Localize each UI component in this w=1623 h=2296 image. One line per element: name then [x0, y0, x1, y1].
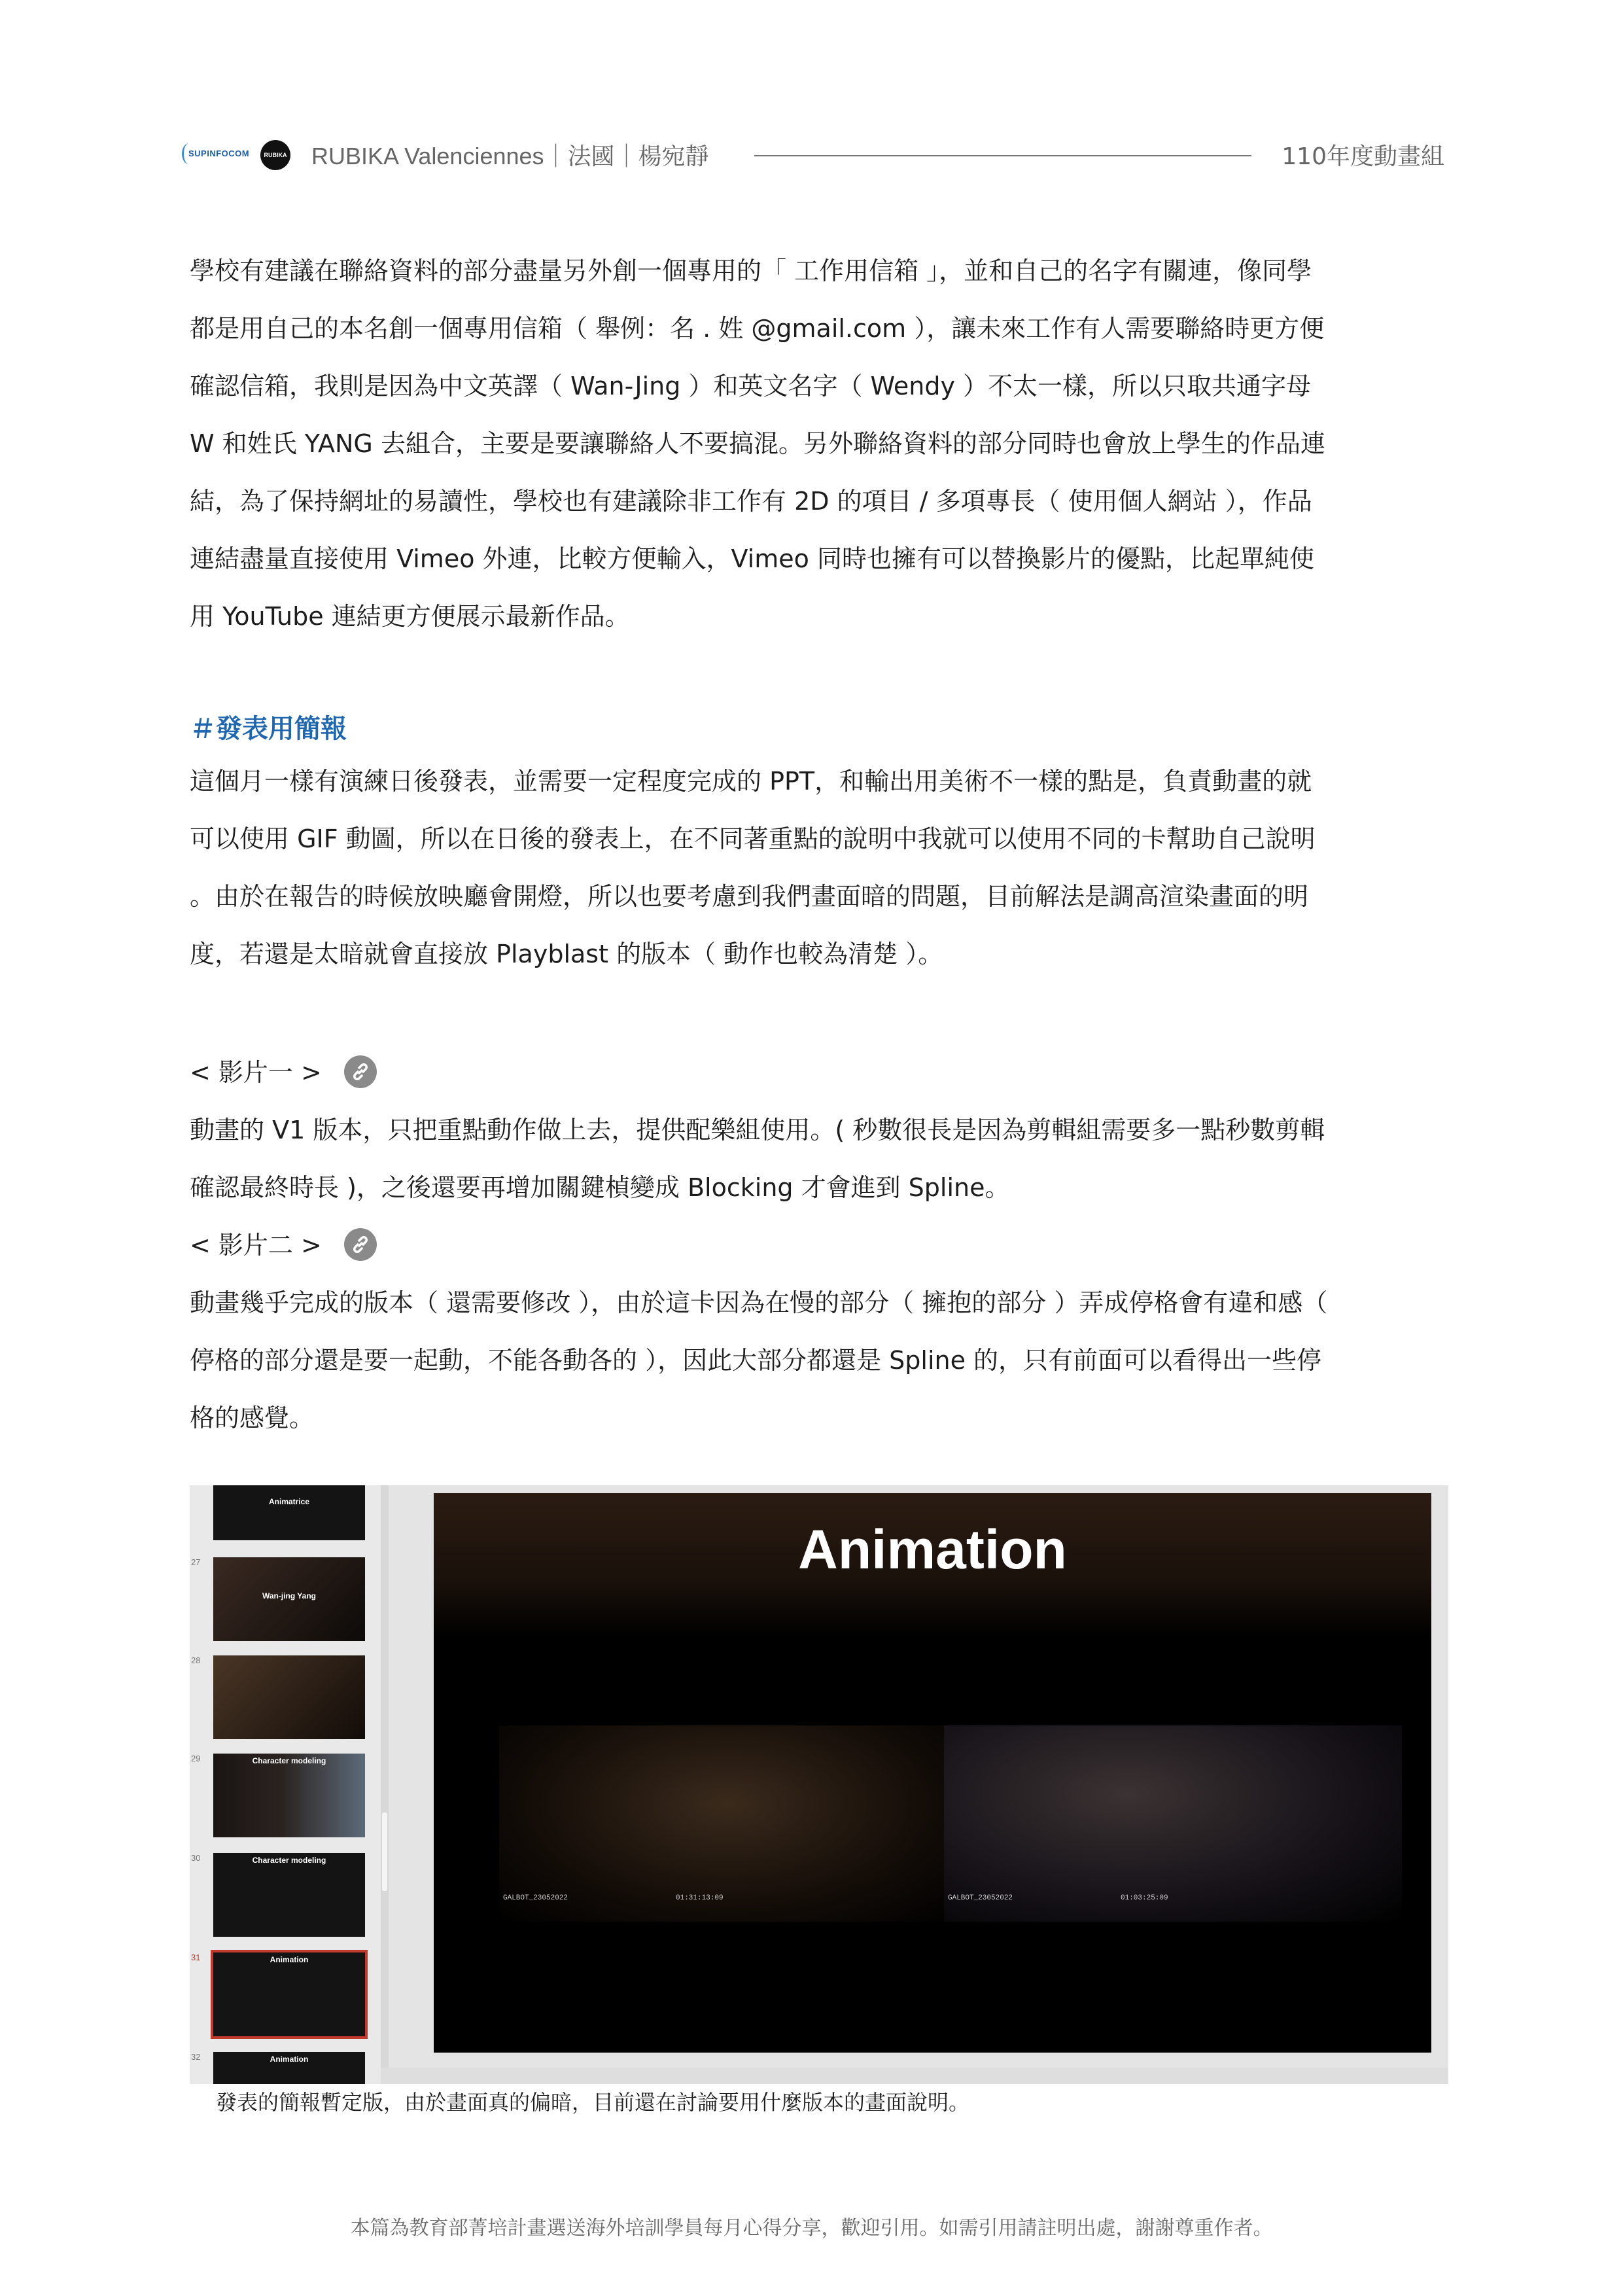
- header-divider: [754, 155, 1251, 156]
- supinfocom-logo: SUPINFOCOM: [188, 141, 257, 167]
- frame-id: GALBOT_23052022: [503, 1894, 568, 1902]
- text-line: 動畫幾乎完成的版本（ 還需要修改 ），由於這卡因為在慢的部分（ 擁抱的部分 ）弄成停格會有違和感（: [190, 1288, 1328, 1317]
- figure-caption: 發表的簡報暫定版，由於畫面真的偏暗，目前還在討論要用什麼版本的畫面說明。: [216, 2090, 970, 2115]
- header-category: 110年度動畫組: [1282, 143, 1444, 170]
- thumbnail-title: Character modeling: [252, 1756, 326, 1765]
- video-1-heading: [190, 1044, 377, 1101]
- page-header: [188, 134, 1444, 173]
- slide-thumbnail[interactable]: [213, 1655, 365, 1739]
- slide-thumbnail-active[interactable]: [213, 1952, 365, 2036]
- frame-timecode: 01:31:13:09: [676, 1894, 724, 1902]
- page-footer: 本篇為教育部菁培計畫選送海外培訓學員每月心得分享，歡迎引用。如需引用請註明出處，謝謝尊重作者。: [350, 2217, 1273, 2240]
- text-line: 這個月一樣有演練日後發表，並需要一定程度完成的 PPT，和輸出用美術不一樣的點是，負責動畫的就: [190, 767, 1312, 796]
- slide-thumbnail[interactable]: [213, 1853, 365, 1937]
- video-1-description: [190, 1101, 1446, 1216]
- slide-preview: [434, 1493, 1431, 2053]
- slide-number: 29: [191, 1754, 201, 1763]
- editor-bottom-bar: [381, 2068, 1448, 2084]
- video-2-label: < 影片二 >: [190, 1231, 322, 1260]
- link-icon-glyph: [350, 1234, 371, 1255]
- text-line: 可以使用 GIF 動圖，所以在日後的發表上，在不同著重點的說明中我就可以使用不同的卡幫助自己說明: [190, 824, 1316, 853]
- text-line: 都是用自己的本名創一個專用信箱（ 舉例：名 . 姓 @gmail.com ），讓未來工作有人需要聯絡時更方便: [190, 314, 1325, 343]
- text-line: 用 YouTube 連結更方便展示最新作品。: [190, 602, 630, 631]
- paragraph-email-advice: [190, 242, 1446, 645]
- frame-timecode: 01:03:25:09: [1121, 1894, 1168, 1902]
- frame-id: GALBOT_23052022: [948, 1894, 1013, 1902]
- thumbnail-scrollbar[interactable]: [381, 1485, 389, 2084]
- presentation-screenshot: [190, 1485, 1448, 2084]
- text-line: 連結盡量直接使用 Vimeo 外連，比較方便輸入，Vimeo 同時也擁有可以替換影片的優點，比起單純使: [190, 544, 1314, 573]
- scrollbar-thumb[interactable]: [382, 1812, 387, 1891]
- video-1-label: < 影片一 >: [190, 1058, 322, 1087]
- thumbnail-title: Animation: [270, 2055, 309, 2064]
- paragraph-presentation: [190, 752, 1446, 983]
- text-line: 結，為了保持網址的易讀性，學校也有建議除非工作有 2D 的項目 / 多項專長（ 使用個人網站 ），作品: [190, 487, 1312, 516]
- thumbnail-title: Animatrice: [268, 1497, 310, 1506]
- text-line: 確認信箱，我則是因為中文英譯（ Wan-Jing ）和英文名字（ Wendy ）不太一樣，所以只取共通字母: [190, 372, 1312, 400]
- text-line: W 和姓氏 YANG 去組合，主要是要讓聯絡人不要搞混。另外聯絡資料的部分同時也會放上學生的作品連: [190, 429, 1325, 458]
- animation-frame-left: [499, 1725, 957, 1922]
- slide-number: 27: [191, 1557, 201, 1567]
- video-2-description: [190, 1274, 1446, 1447]
- text-line: 動畫的 V1 版本，只把重點動作做上去，提供配樂組使用。( 秒數很長是因為剪輯組需要多一點秒數剪輯: [190, 1116, 1325, 1144]
- link-icon-glyph: [350, 1061, 371, 1082]
- slide-number: 30: [191, 1853, 201, 1863]
- slide-thumbnail-panel: [190, 1485, 381, 2084]
- slide-thumbnail[interactable]: [213, 1557, 365, 1641]
- slide-thumbnail[interactable]: [213, 1754, 365, 1837]
- slide-number: 28: [191, 1655, 201, 1665]
- text-line: 。由於在報告的時候放映廳會開燈，所以也要考慮到我們畫面暗的問題，目前解法是調高渲染畫面的明: [190, 882, 1309, 911]
- thumbnail-title: Wan-jing Yang: [262, 1591, 316, 1600]
- animation-frame-right: [944, 1725, 1402, 1922]
- header-title: RUBIKA Valenciennes｜法國｜楊宛靜: [311, 143, 709, 169]
- thumbnail-title: Character modeling: [252, 1856, 326, 1865]
- text-line: 確認最終時長 )，之後還要再增加關鍵楨變成 Blocking 才會進到 Spline。: [190, 1173, 1010, 1202]
- text-line: 學校有建議在聯絡資料的部分盡量另外創一個專用的「 工作用信箱 」，並和自己的名字有關連，像同學: [190, 256, 1312, 285]
- text-line: 度，若還是太暗就會直接放 Playblast 的版本（ 動作也較為清楚 ）。: [190, 940, 943, 968]
- slide-number: 31: [191, 1952, 201, 1962]
- text-line: 格的感覺。: [190, 1404, 315, 1432]
- thumbnail-title: Animation: [270, 1955, 309, 1964]
- slide-number: 32: [191, 2052, 201, 2062]
- section-heading: ＃發表用簡報: [190, 714, 347, 744]
- video-2-heading: [190, 1216, 377, 1274]
- rubika-logo: RUBIKA: [260, 140, 290, 170]
- link-icon[interactable]: [344, 1228, 377, 1261]
- slide-thumbnail[interactable]: [213, 1485, 365, 1540]
- slide-thumbnail[interactable]: [213, 2052, 365, 2084]
- link-icon[interactable]: [344, 1055, 377, 1088]
- slide-title: Animation: [798, 1519, 1067, 1580]
- text-line: 停格的部分還是要一起動，不能各動各的 ），因此大部分都還是 Spline 的，只有前面可以看得出一些停: [190, 1346, 1322, 1375]
